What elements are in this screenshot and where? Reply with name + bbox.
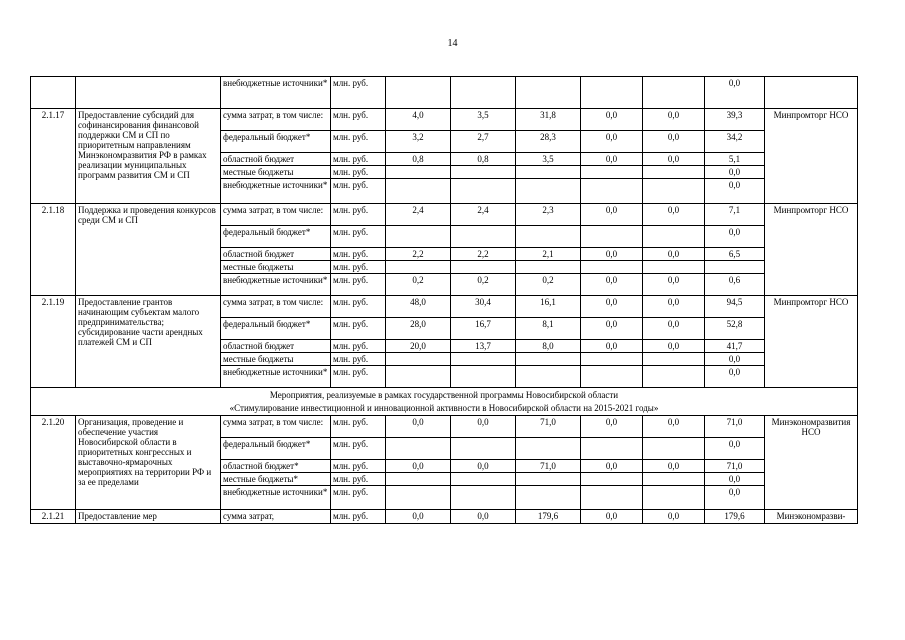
unit-label: млн. руб. [331,353,386,366]
value-cell [451,353,516,366]
item-label: федеральный бюджет* [221,226,331,248]
value-cell: 0,0 [451,460,516,473]
value-cell: 7,1 [705,204,765,226]
value-cell [451,473,516,486]
value-cell: 8,1 [516,318,581,340]
value-cell: 3,2 [386,131,451,153]
item-label: внебюджетные источники* [221,77,331,109]
value-cell: 0,0 [581,204,643,226]
value-cell [581,438,643,460]
value-cell: 0,0 [581,131,643,153]
value-cell [386,473,451,486]
item-label: федеральный бюджет* [221,438,331,460]
unit-label: млн. руб. [331,438,386,460]
value-cell: 16,1 [516,296,581,318]
value-cell [643,473,705,486]
item-label: местные бюджеты [221,353,331,366]
funding-table [30,76,858,524]
value-cell [581,486,643,510]
value-cell: 16,7 [451,318,516,340]
value-cell [386,226,451,248]
value-cell [643,226,705,248]
value-cell: 48,0 [386,296,451,318]
value-cell [516,261,581,274]
value-cell [643,486,705,510]
item-label: местные бюджеты* [221,473,331,486]
value-cell: 0,0 [581,416,643,438]
value-cell: 71,0 [516,460,581,473]
value-cell: 0,0 [705,77,765,109]
section-title: Организация, проведение и обеспечение участия Новосибирской области в приоритетных конгрессных и выставочно-ярмарочных мероприятиях на территории РФ и за ее пределами [76,416,221,510]
value-cell: 2,3 [516,204,581,226]
value-cell: 0,8 [386,153,451,166]
table-row [31,109,858,131]
unit-label: млн. руб. [331,153,386,166]
value-cell: 6,5 [705,248,765,261]
section-title: Предоставление грантов начинающим субъектам малого предпринимательства; субсидирование части арендных платежей СМ и СП [76,296,221,388]
value-cell: 0,0 [581,510,643,524]
unit-label: млн. руб. [331,131,386,153]
unit-label: млн. руб. [331,416,386,438]
value-cell: 0,0 [581,274,643,296]
value-cell: 3,5 [451,109,516,131]
value-cell [516,473,581,486]
value-cell: 0,0 [705,179,765,204]
value-cell: 28,3 [516,131,581,153]
responsible-org: Минэкономразви- [765,510,858,524]
value-cell [643,77,705,109]
unit-label: млн. руб. [331,179,386,204]
value-cell [386,166,451,179]
table-row [31,510,858,524]
item-label: федеральный бюджет* [221,318,331,340]
value-cell [643,179,705,204]
value-cell: 3,5 [516,153,581,166]
value-cell: 0,0 [705,438,765,460]
value-cell: 71,0 [705,416,765,438]
value-cell [451,438,516,460]
value-cell [705,261,765,274]
unit-label: млн. руб. [331,274,386,296]
value-cell [516,366,581,388]
value-cell: 0,6 [705,274,765,296]
value-cell: 0,0 [451,510,516,524]
value-cell: 0,0 [705,166,765,179]
value-cell: 0,0 [643,296,705,318]
section-title: Поддержка и проведения конкурсов среди СМ и СП [76,204,221,296]
section-code: 2.1.21 [31,510,76,524]
section-title: Предоставление субсидий для софинансирования финансовой поддержки СМ и СП по приоритетным направлениям Минэкономразвития РФ в рамках реализации муниципальных программ развития СМ и СП [76,109,221,204]
value-cell: 4,0 [386,109,451,131]
value-cell: 30,4 [451,296,516,318]
value-cell: 2,4 [386,204,451,226]
banner-row [31,388,858,416]
unit-label: млн. руб. [331,248,386,261]
value-cell [451,486,516,510]
value-cell: 0,0 [386,510,451,524]
value-cell: 41,7 [705,340,765,353]
value-cell [516,226,581,248]
value-cell: 0,0 [581,318,643,340]
value-cell: 2,2 [386,248,451,261]
value-cell: 13,7 [451,340,516,353]
item-label: местные бюджеты [221,261,331,274]
banner-line-2: «Стимулирование инвестиционной и инновационной активности в Новосибирской области на 2015-2021 годы» [229,403,659,413]
value-cell [581,77,643,109]
value-cell [643,353,705,366]
table-row [31,204,858,226]
value-cell: 52,8 [705,318,765,340]
value-cell: 28,0 [386,318,451,340]
value-cell [386,77,451,109]
unit-label: млн. руб. [331,204,386,226]
value-cell [581,261,643,274]
value-cell: 39,3 [705,109,765,131]
value-cell: 179,6 [516,510,581,524]
value-cell: 0,0 [581,153,643,166]
org-cell [765,77,858,109]
value-cell: 0,0 [581,109,643,131]
table-row [31,296,858,318]
responsible-org: Минпромторг НСО [765,204,858,296]
value-cell: 0,8 [451,153,516,166]
value-cell: 0,2 [516,274,581,296]
value-cell: 0,0 [643,153,705,166]
value-cell: 0,0 [705,226,765,248]
value-cell: 0,0 [643,131,705,153]
section-title: Предоставление мер [76,510,221,524]
value-cell: 34,2 [705,131,765,153]
value-cell: 0,0 [643,318,705,340]
value-cell: 0,0 [581,248,643,261]
value-cell: 0,0 [643,274,705,296]
unit-label: млн. руб. [331,473,386,486]
value-cell [451,179,516,204]
page-number: 14 [447,38,458,49]
value-cell [643,438,705,460]
value-cell [643,166,705,179]
value-cell: 0,0 [643,460,705,473]
value-cell [516,166,581,179]
item-label: местные бюджеты [221,166,331,179]
value-cell: 2,4 [451,204,516,226]
responsible-org: Минэкономразвития НСО [765,416,858,510]
value-cell [386,261,451,274]
item-label: федеральный бюджет* [221,131,331,153]
unit-label: млн. руб. [331,318,386,340]
unit-label: млн. руб. [331,226,386,248]
value-cell [516,486,581,510]
item-label: сумма затрат, в том числе: [221,204,331,226]
value-cell: 0,0 [705,353,765,366]
value-cell [386,438,451,460]
value-cell [516,77,581,109]
value-cell [581,226,643,248]
value-cell [516,438,581,460]
value-cell [451,77,516,109]
item-label: сумма затрат, в том числе: [221,109,331,131]
value-cell: 0,0 [581,296,643,318]
item-label: областной бюджет [221,153,331,166]
responsible-org: Минпромторг НСО [765,109,858,204]
item-label: внебюджетные источники* [221,274,331,296]
unit-label: млн. руб. [331,460,386,473]
item-label: областной бюджет [221,248,331,261]
value-cell: 8,0 [516,340,581,353]
value-cell [386,366,451,388]
value-cell: 0,0 [643,340,705,353]
value-cell: 0,0 [451,416,516,438]
value-cell: 71,0 [705,460,765,473]
value-cell [451,166,516,179]
item-label: внебюджетные источники* [221,179,331,204]
value-cell [386,353,451,366]
value-cell [643,366,705,388]
unit-label: млн. руб. [331,109,386,131]
value-cell: 20,0 [386,340,451,353]
item-label: областной бюджет* [221,460,331,473]
code-cell [31,77,76,109]
value-cell: 0,0 [643,204,705,226]
value-cell [451,226,516,248]
value-cell [581,473,643,486]
value-cell [581,353,643,366]
value-cell [581,366,643,388]
value-cell: 94,5 [705,296,765,318]
value-cell: 0,0 [705,473,765,486]
value-cell [451,366,516,388]
section-code: 2.1.18 [31,204,76,296]
value-cell [386,179,451,204]
value-cell: 0,0 [386,416,451,438]
value-cell: 0,0 [386,460,451,473]
value-cell: 0,2 [451,274,516,296]
value-cell [451,261,516,274]
item-label: внебюджетные источники* [221,486,331,510]
item-label: сумма затрат, в том числе: [221,296,331,318]
value-cell: 0,0 [643,416,705,438]
value-cell: 0,2 [386,274,451,296]
value-cell: 2,7 [451,131,516,153]
item-label: сумма затрат, [221,510,331,524]
item-label: сумма затрат, в том числе: [221,416,331,438]
unit-label: млн. руб. [331,510,386,524]
responsible-org: Минпромторг НСО [765,296,858,388]
value-cell [581,179,643,204]
unit-label: млн. руб. [331,340,386,353]
unit-label: млн. руб. [331,486,386,510]
value-cell: 0,0 [643,248,705,261]
table-row [31,416,858,438]
section-code: 2.1.17 [31,109,76,204]
value-cell: 0,0 [643,109,705,131]
value-cell: 0,0 [581,340,643,353]
title-cell [76,77,221,109]
value-cell: 71,0 [516,416,581,438]
value-cell: 5,1 [705,153,765,166]
unit-label: млн. руб. [331,77,386,109]
banner-line-1: Мероприятия, реализуемые в рамках государственной программы Новосибирской области [269,390,619,400]
item-label: областной бюджет [221,340,331,353]
value-cell: 0,0 [581,460,643,473]
unit-label: млн. руб. [331,296,386,318]
section-code: 2.1.19 [31,296,76,388]
unit-label: млн. руб. [331,166,386,179]
value-cell: 0,0 [643,510,705,524]
value-cell: 0,0 [705,366,765,388]
value-cell: 31,8 [516,109,581,131]
program-banner [31,388,858,416]
value-cell: 2,1 [516,248,581,261]
unit-label: млн. руб. [331,366,386,388]
item-label: внебюджетные источники* [221,366,331,388]
section-code: 2.1.20 [31,416,76,510]
table-row [31,77,858,109]
value-cell [516,353,581,366]
value-cell: 2,2 [451,248,516,261]
value-cell: 0,0 [705,486,765,510]
value-cell [516,179,581,204]
value-cell [643,261,705,274]
value-cell [386,486,451,510]
unit-label: млн. руб. [331,261,386,274]
value-cell: 179,6 [705,510,765,524]
value-cell [581,166,643,179]
